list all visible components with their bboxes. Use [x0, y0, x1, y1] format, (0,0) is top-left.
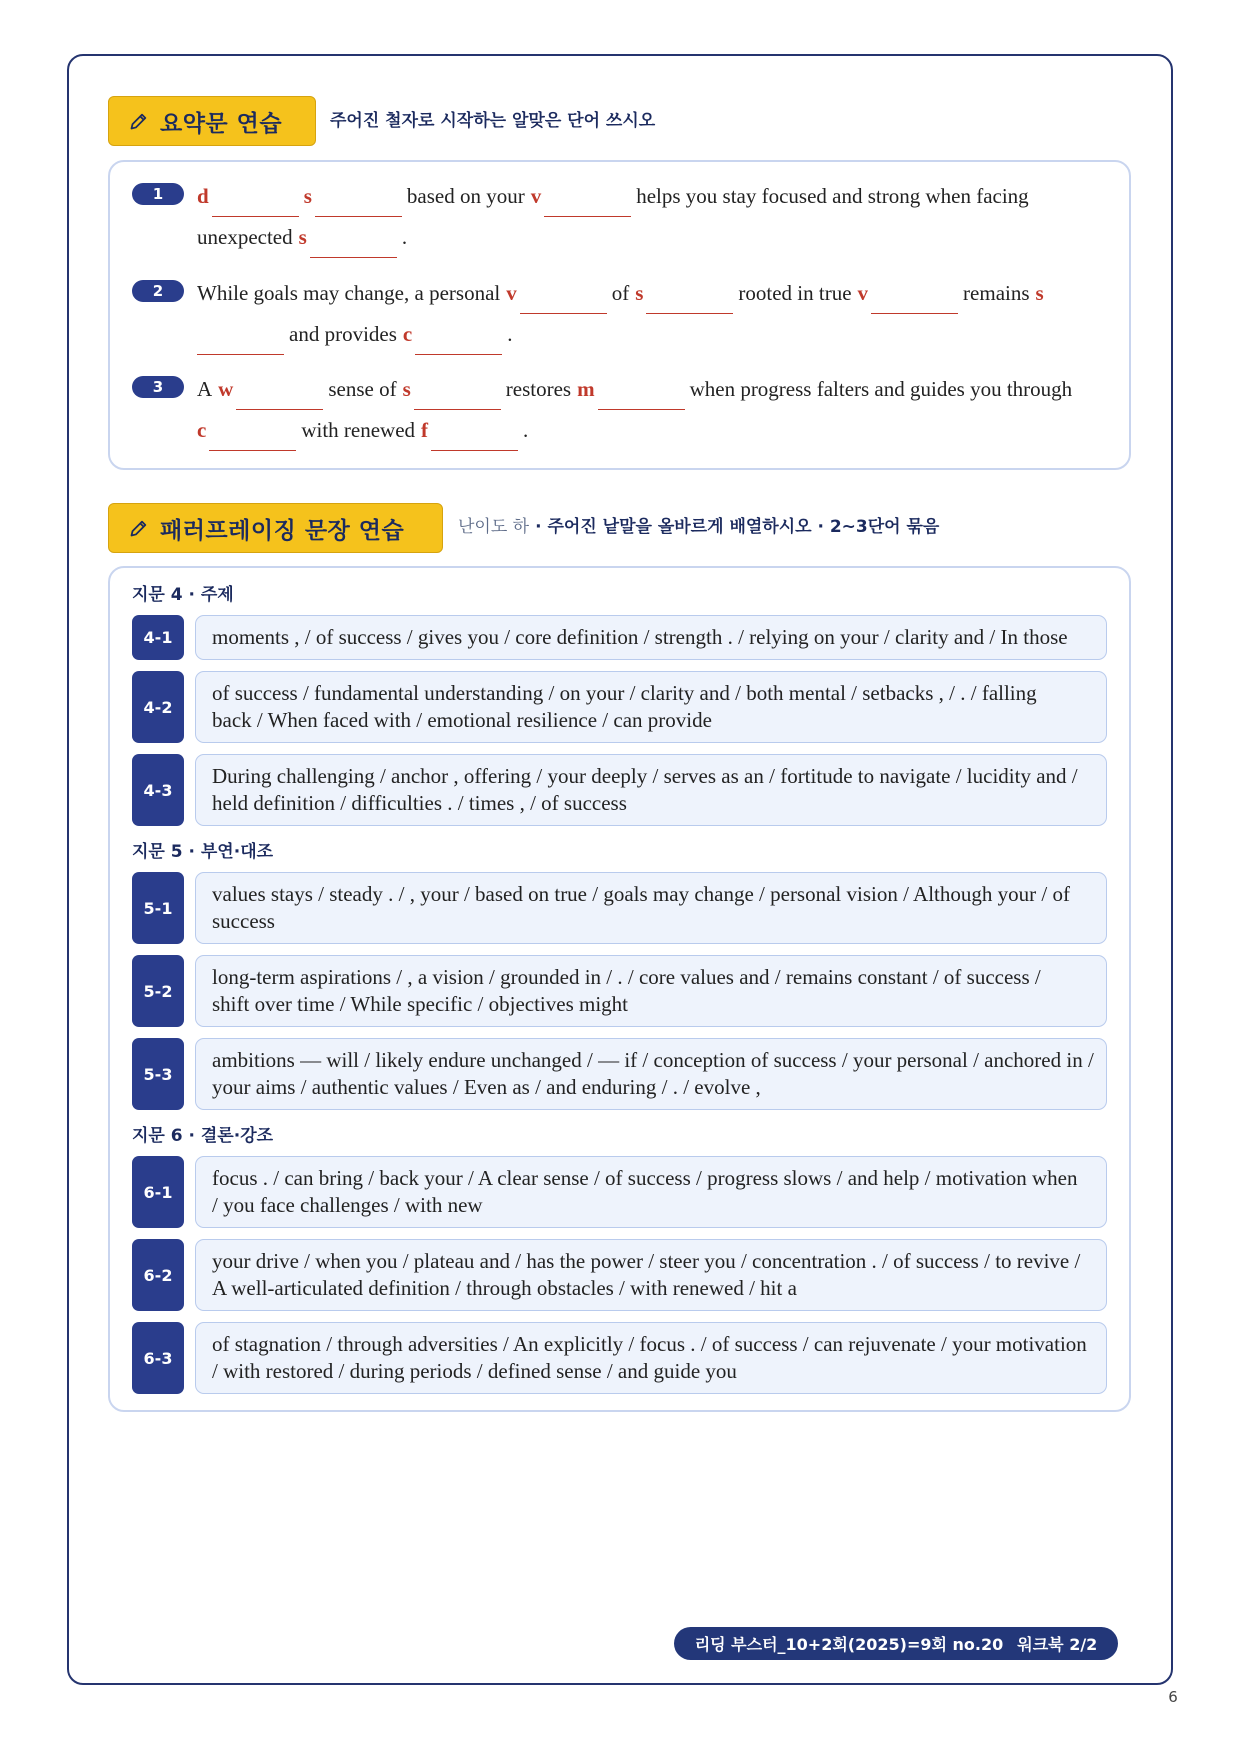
- sentence-line: [197, 176, 1029, 217]
- answer-blank[interactable]: [871, 273, 958, 314]
- row-number-badge: 6-3: [132, 1322, 184, 1394]
- row-number-badge: 5-1: [132, 872, 184, 944]
- word-chunk-box: [195, 1322, 1107, 1394]
- answer-blank[interactable]: [544, 176, 631, 217]
- sentence-text: and provides: [289, 321, 397, 346]
- word-chunk-text: / you face challenges / with new: [212, 1193, 483, 1217]
- summary-sentence: [197, 369, 1072, 451]
- word-chunk-row: [132, 615, 1109, 660]
- footer-badge: [674, 1627, 1118, 1660]
- answer-blank[interactable]: [415, 314, 502, 355]
- passage-group: [132, 1125, 1109, 1394]
- initial-letter-hint: v: [506, 280, 517, 305]
- initial-letter-hint: s: [298, 225, 307, 249]
- answer-blank[interactable]: [315, 176, 402, 217]
- initial-letter-hint: c: [402, 321, 413, 346]
- passage-group: [132, 841, 1109, 1110]
- sentence-line: [197, 369, 1072, 410]
- sentence-text: sense of: [328, 377, 397, 401]
- sentence-text: with renewed: [301, 418, 416, 442]
- sentence-text: rooted in true: [738, 280, 852, 305]
- summary-item: [132, 176, 1109, 258]
- word-chunk-text: focus . / can bring / back your / A clear sense / of success / progress slows / and help / motivation when: [212, 1166, 1078, 1190]
- initial-letter-hint: c: [197, 418, 207, 442]
- initial-letter-hint: v: [530, 184, 542, 208]
- word-chunk-text: held definition / difficulties . / times , / of success: [212, 791, 627, 815]
- answer-blank[interactable]: [197, 314, 284, 355]
- item-number-badge: 3: [132, 376, 184, 398]
- summary-sentence: [197, 273, 1044, 355]
- word-chunk-text: of stagnation / through adversities / An explicitly / focus . / of success / can rejuvenate / your motivation: [212, 1332, 1087, 1356]
- sentence-text: remains: [963, 280, 1030, 305]
- word-chunk-text: back / When faced with / emotional resilience / can provide: [212, 708, 712, 732]
- summary-item-list: [132, 176, 1109, 451]
- answer-blank[interactable]: [209, 410, 296, 451]
- sentence-text: A: [197, 377, 213, 401]
- row-number-badge: 4-1: [132, 615, 184, 660]
- page-number: 6: [1168, 1688, 1178, 1706]
- word-chunk-text: long-term aspirations / , a vision / grounded in / . / core values and / remains constant / of success /: [212, 965, 1041, 989]
- word-chunk-box: [195, 1239, 1107, 1311]
- word-chunk-text: values stays / steady . / , your / based on true / goals may change / personal vision / Although your / of: [212, 882, 1070, 906]
- word-chunk-text: / with restored / during periods / defined sense / and guide you: [212, 1359, 737, 1383]
- passage-heading: 지문 5 · 부연·대조: [132, 842, 274, 862]
- sentence-line: [197, 217, 1029, 258]
- row-number-badge: 4-3: [132, 754, 184, 826]
- answer-blank[interactable]: [431, 410, 518, 451]
- word-chunk-text: During challenging / anchor , offering / your deeply / serves as an / fortitude to navigate / lucidity and /: [212, 764, 1078, 788]
- word-chunk-box: [195, 872, 1107, 944]
- paraphrase-group-list: [132, 584, 1109, 1394]
- word-chunk-row: [132, 1156, 1109, 1228]
- initial-letter-hint: f: [421, 418, 429, 442]
- answer-blank[interactable]: [414, 369, 501, 410]
- sentence-text: of: [611, 280, 630, 305]
- summary-item: [132, 369, 1109, 451]
- row-number-badge: 5-2: [132, 955, 184, 1027]
- word-chunk-text: A well-articulated definition / through obstacles / with renewed / hit a: [212, 1276, 797, 1300]
- item-number-badge: 2: [132, 280, 184, 302]
- answer-blank[interactable]: [598, 369, 685, 410]
- sentence-text: based on your: [406, 184, 525, 208]
- word-chunk-row: [132, 1038, 1109, 1110]
- word-chunk-text: of success / fundamental understanding / on your / clarity and / both mental / setbacks , / . / falling: [212, 681, 1037, 705]
- word-chunk-rows: [132, 615, 1109, 826]
- summary-instruction: 주어진 철자로 시작하는 알맞은 단어 쓰시오: [330, 111, 656, 131]
- sentence-line: [197, 314, 1044, 355]
- word-chunk-row: [132, 754, 1109, 826]
- paraphrase-instruction-line: [458, 515, 939, 539]
- word-chunk-text: ambitions — will / likely endure unchanged / — if / conception of success / your personal / anchored in /: [212, 1048, 1094, 1072]
- word-chunk-row: [132, 1239, 1109, 1311]
- footer-page-label: 워크북 2/2: [1017, 1635, 1098, 1654]
- initial-letter-hint: s: [402, 377, 411, 401]
- paraphrase-instruction: · 주어진 낱말을 올바르게 배열하시오 · 2~3단어 묶음: [535, 517, 940, 537]
- sentence-text: .: [401, 225, 408, 249]
- passage-heading: 지문 4 · 주제: [132, 585, 234, 605]
- word-chunk-box: [195, 1156, 1107, 1228]
- word-chunk-box: [195, 754, 1107, 826]
- summary-item: [132, 273, 1109, 355]
- item-number-badge: 1: [132, 183, 184, 205]
- passage-group: [132, 584, 1109, 826]
- paraphrase-section-title: 패러프레이징 문장 연습: [160, 517, 405, 544]
- word-chunk-text: your aims / authentic values / Even as / and enduring / . / evolve ,: [212, 1075, 761, 1099]
- sentence-text: helps you stay focused and strong when facing: [636, 184, 1029, 208]
- initial-letter-hint: s: [1035, 280, 1044, 305]
- word-chunk-rows: [132, 1156, 1109, 1394]
- answer-blank[interactable]: [646, 273, 733, 314]
- initial-letter-hint: s: [635, 280, 644, 305]
- row-number-badge: 5-3: [132, 1038, 184, 1110]
- sentence-text: restores: [505, 377, 572, 401]
- initial-letter-hint: d: [197, 184, 209, 208]
- difficulty-label: 난이도 하: [458, 517, 530, 537]
- sentence-text: when progress falters and guides you through: [689, 377, 1073, 401]
- word-chunk-box: [195, 955, 1107, 1027]
- sentence-text: .: [523, 418, 529, 442]
- word-chunk-text: your drive / when you / plateau and / has the power / steer you / concentration . / of success / to revive /: [212, 1249, 1081, 1273]
- footer-title: 리딩 부스터_10+2회(2025)=9회 no.20: [694, 1635, 1004, 1654]
- summary-section-badge: [108, 96, 316, 146]
- sentence-line: [197, 273, 1044, 314]
- word-chunk-text: success: [212, 909, 275, 933]
- word-chunk-text: moments , / of success / gives you / core definition / strength . / relying on your / clarity and / In those: [212, 625, 1068, 649]
- word-chunk-row: [132, 872, 1109, 944]
- passage-heading: 지문 6 · 결론·강조: [132, 1126, 274, 1146]
- summary-box: [108, 160, 1131, 470]
- sentence-text: While goals may change, a personal: [197, 280, 501, 305]
- answer-blank[interactable]: [520, 273, 607, 314]
- sentence-text: unexpected: [197, 225, 293, 249]
- pencil-icon: [128, 518, 149, 539]
- summary-section-title: 요약문 연습: [160, 110, 283, 137]
- pencil-icon: [128, 111, 149, 132]
- word-chunk-box: [195, 1038, 1107, 1110]
- word-chunk-row: [132, 1322, 1109, 1394]
- word-chunk-row: [132, 671, 1109, 743]
- initial-letter-hint: v: [857, 280, 869, 305]
- initial-letter-hint: w: [218, 377, 234, 401]
- sentence-text: .: [507, 321, 513, 346]
- sentence-line: [197, 410, 1072, 451]
- row-number-badge: 4-2: [132, 671, 184, 743]
- word-chunk-text: shift over time / While specific / objectives might: [212, 992, 629, 1016]
- word-chunk-rows: [132, 872, 1109, 1110]
- row-number-badge: 6-2: [132, 1239, 184, 1311]
- initial-letter-hint: m: [577, 377, 595, 401]
- word-chunk-box: [195, 615, 1107, 660]
- answer-blank[interactable]: [310, 217, 397, 258]
- summary-sentence: [197, 176, 1029, 258]
- answer-blank[interactable]: [236, 369, 323, 410]
- word-chunk-row: [132, 955, 1109, 1027]
- paraphrase-box: [108, 566, 1131, 1412]
- answer-blank[interactable]: [212, 176, 299, 217]
- row-number-badge: 6-1: [132, 1156, 184, 1228]
- paraphrase-section-badge: [108, 503, 443, 553]
- word-chunk-box: [195, 671, 1107, 743]
- initial-letter-hint: s: [303, 184, 312, 208]
